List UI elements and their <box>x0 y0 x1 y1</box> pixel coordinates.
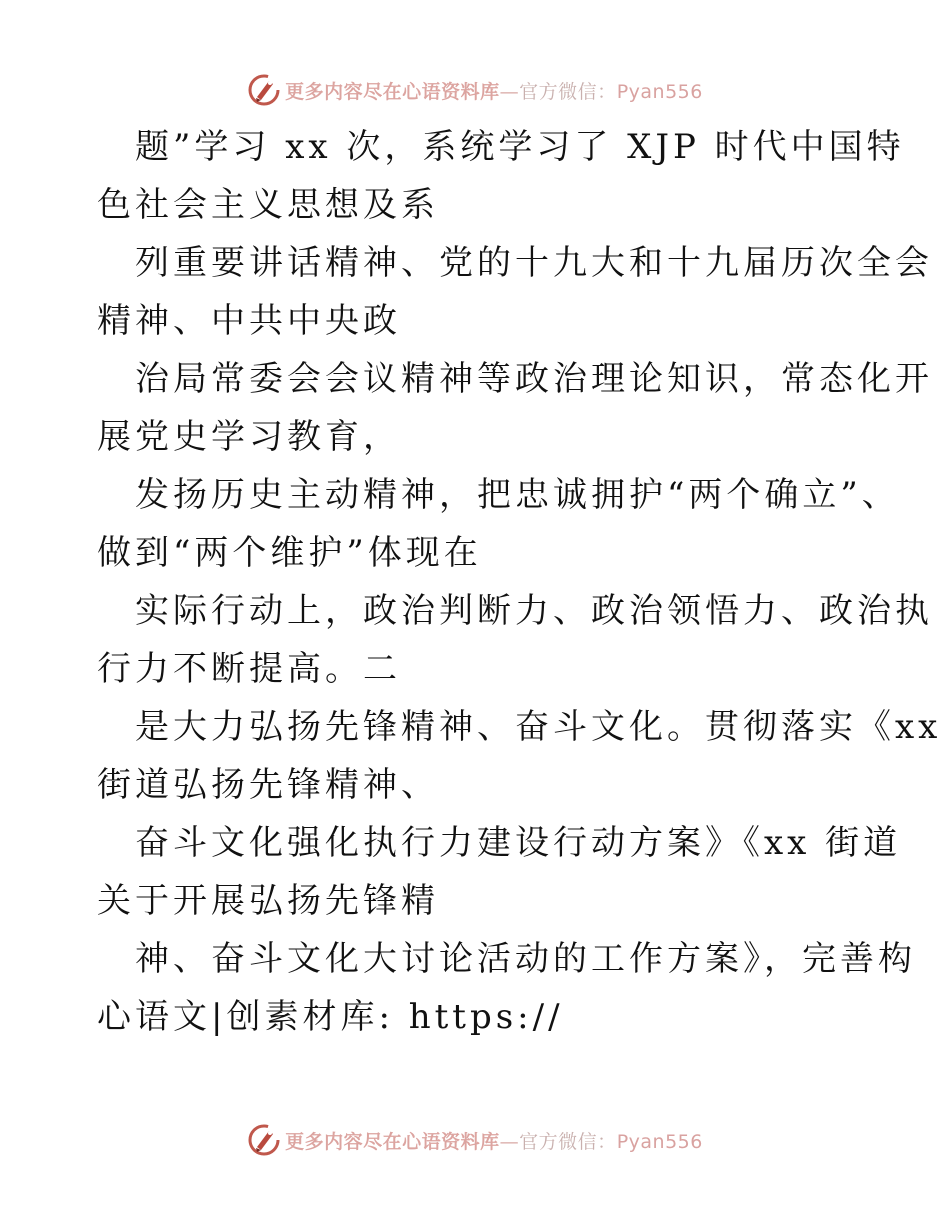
footer-wechat-id: Pyan556 <box>616 1130 703 1153</box>
paragraph-line: 展党史学习教育， <box>97 417 401 457</box>
paragraph-line: 做到“两个维护”体现在 <box>97 533 482 573</box>
header-promo-text: 更多内容尽在心语资料库 <box>285 80 500 103</box>
footer-watermark-banner <box>0 1120 950 1160</box>
paragraph-line: 是大力弘扬先锋精神、奋斗文化。贯彻落实《xx <box>135 707 942 747</box>
footer-promo-text: 更多内容尽在心语资料库 <box>285 1130 500 1153</box>
paragraph-line: 街道弘扬先锋精神、 <box>97 765 439 805</box>
paragraph-line: 精神、中共中央政 <box>97 301 401 341</box>
paragraph-line: 奋斗文化强化执行力建设行动方案》《xx 街道 <box>135 823 902 863</box>
paragraph-line: 行力不断提高。二 <box>97 649 401 689</box>
footer-watermark-text <box>285 1127 703 1154</box>
footer-dash: — <box>499 1130 520 1153</box>
pen-logo-icon <box>247 73 281 107</box>
header-dash: — <box>499 80 520 103</box>
paragraph-line: 列重要讲话精神、党的十九大和十九届历次全会 <box>135 243 933 283</box>
header-watermark-text <box>285 77 703 104</box>
footer-wechat-label: 官方微信： <box>519 1130 617 1153</box>
header-wechat-label: 官方微信： <box>519 80 617 103</box>
pen-logo-icon <box>247 1123 281 1157</box>
paragraph-line: 实际行动上，政治判断力、政治领悟力、政治执 <box>135 591 933 631</box>
paragraph-line: 关于开展弘扬先锋精 <box>97 881 439 921</box>
document-body <box>97 118 942 1046</box>
header-watermark-banner <box>0 70 950 110</box>
paragraph-line: 治局常委会会议精神等政治理论知识，常态化开 <box>135 359 933 399</box>
paragraph-line: 发扬历史主动精神，把忠诚拥护“两个确立”、 <box>135 475 900 515</box>
paragraph-line: 心语文|创素材库: https:// <box>97 997 564 1037</box>
header-wechat-id: Pyan556 <box>616 80 703 103</box>
paragraph-line: 色社会主义思想及系 <box>97 185 439 225</box>
paragraph-line: 题”学习 xx 次，系统学习了 XJP 时代中国特 <box>135 127 905 167</box>
paragraph-line: 神、奋斗文化大讨论活动的工作方案》，完善构 <box>135 939 916 979</box>
